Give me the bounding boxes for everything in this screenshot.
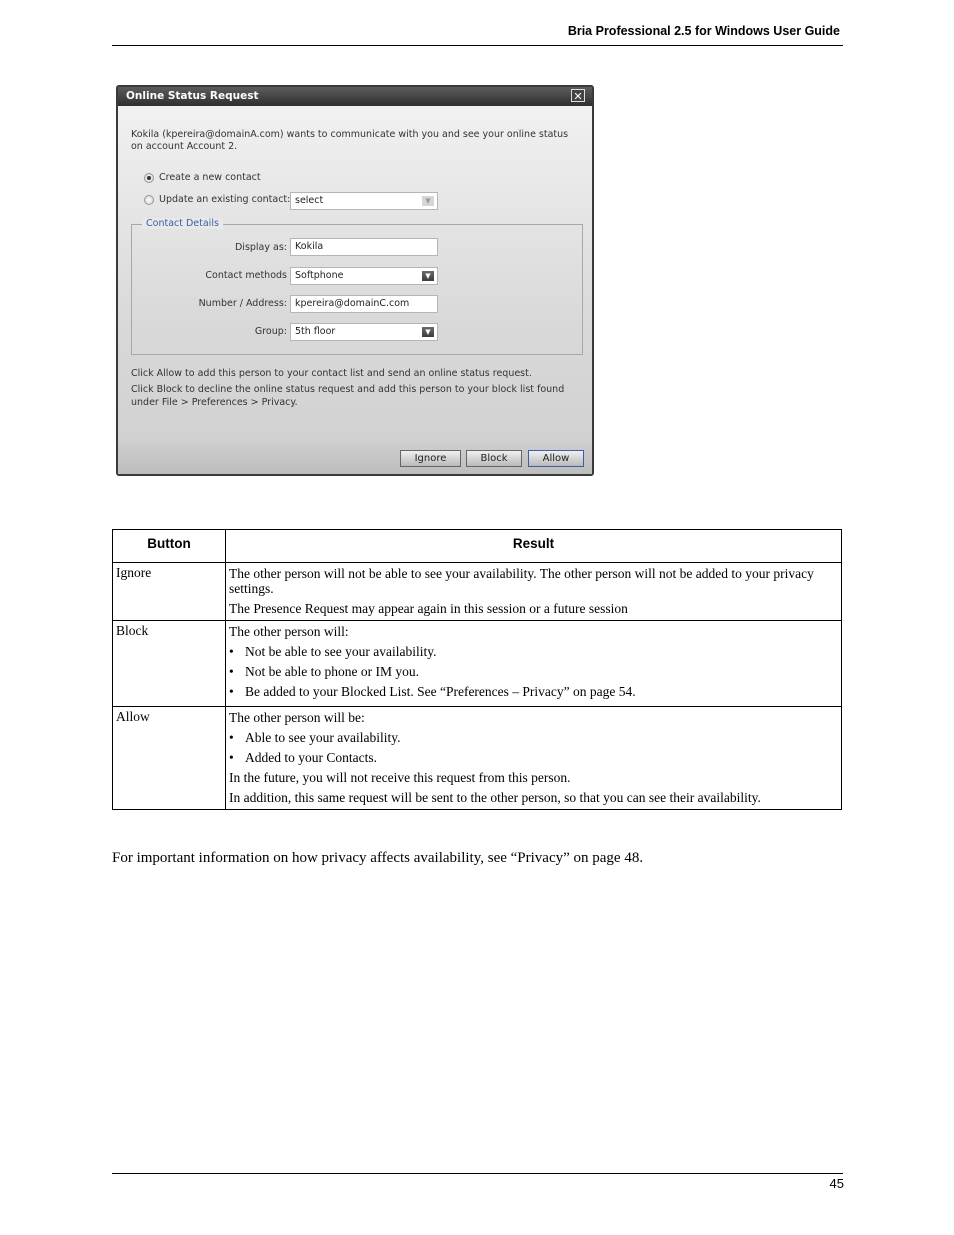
number-address-label: Number / Address: <box>198 298 287 309</box>
block-button[interactable]: Block <box>466 450 522 467</box>
allow-help-text: Click Allow to add this person to your contact list and send an online status request. <box>131 368 532 379</box>
list-item: • Not be able to phone or IM you. <box>229 664 838 679</box>
contact-methods-label: Contact methods <box>205 270 287 281</box>
block-help-text-line2: under File > Preferences > Privacy. <box>131 397 298 408</box>
request-message-line2: on account Account 2. <box>131 141 238 152</box>
chevron-down-icon: ▼ <box>422 271 434 281</box>
dialog-titlebar <box>118 87 592 106</box>
table-cell-button: Allow <box>113 707 226 810</box>
list-item: • Not be able to see your availability. <box>229 644 838 659</box>
display-as-value: Kokila <box>295 241 324 252</box>
table-cell-result <box>226 621 842 707</box>
contact-methods-value: Softphone <box>295 270 344 281</box>
close-icon[interactable]: ✕ <box>571 89 585 102</box>
request-message-line1: Kokila (kpereira@domainA.com) wants to communicate with you and see your online status <box>131 129 569 140</box>
ignore-button[interactable]: Ignore <box>400 450 461 467</box>
dialog-title: Online Status Request <box>126 90 259 102</box>
table-cell-result <box>226 563 842 621</box>
button-column-header: Button <box>113 530 226 563</box>
create-contact-option[interactable] <box>144 172 261 183</box>
allow-button[interactable]: Allow <box>528 450 584 467</box>
page-number: 45 <box>829 1176 844 1191</box>
radio-unchecked-icon[interactable] <box>144 195 154 205</box>
table-cell-button: Ignore <box>113 563 226 621</box>
contact-methods-select[interactable] <box>290 267 438 285</box>
header-rule <box>112 45 843 46</box>
update-contact-option[interactable] <box>144 194 290 205</box>
result-intro: The other person will: <box>229 624 349 639</box>
existing-contact-select[interactable] <box>290 192 438 210</box>
contact-details-group <box>131 218 583 355</box>
table-cell-button: Block <box>113 621 226 707</box>
block-help-text-line1: Click Block to decline the online status request and add this person to your block list found <box>131 384 565 395</box>
display-as-field[interactable] <box>290 238 438 256</box>
result-paragraph: In addition, this same request will be sent to the other person, so that you can see their availability. <box>229 790 761 805</box>
group-value: 5th floor <box>295 326 336 337</box>
result-paragraph: In the future, you will not receive this request from this person. <box>229 770 571 785</box>
chevron-down-icon: ▼ <box>422 196 434 206</box>
group-select[interactable] <box>290 323 438 341</box>
result-paragraph: The Presence Request may appear again in this session or a future session <box>229 601 628 616</box>
result-bullet-list <box>229 730 838 765</box>
table-row-block <box>113 621 842 707</box>
table-row-ignore <box>113 563 842 621</box>
footer-rule <box>112 1173 843 1174</box>
number-address-value: kpereira@domainC.com <box>295 298 410 309</box>
list-item: • Be added to your Blocked List. See “Preferences – Privacy” on page 54. <box>229 684 838 699</box>
button-result-table <box>112 529 842 810</box>
result-bullet-list <box>229 644 838 699</box>
contact-details-legend: Contact Details <box>142 218 223 229</box>
existing-contact-value: select <box>295 195 324 206</box>
list-item: • Added to your Contacts. <box>229 750 838 765</box>
radio-checked-icon[interactable] <box>144 173 154 183</box>
table-header-row <box>113 530 842 563</box>
online-status-request-dialog <box>116 85 594 476</box>
chevron-down-icon: ▼ <box>422 327 434 337</box>
update-contact-label: Update an existing contact: <box>159 194 291 205</box>
result-paragraph: The other person will not be able to see your availability. The other person will not be added to your privacy settings. <box>229 566 814 596</box>
group-label: Group: <box>254 326 287 337</box>
privacy-reference-paragraph: For important information on how privacy affects availability, see “Privacy” on page 48. <box>112 850 644 866</box>
table-cell-result <box>226 707 842 810</box>
result-column-header: Result <box>226 530 842 563</box>
result-intro: The other person will be: <box>229 710 365 725</box>
list-item: • Able to see your availability. <box>229 730 838 745</box>
running-header: Bria Professional 2.5 for Windows User Guide <box>567 24 840 38</box>
table-row-allow <box>113 707 842 810</box>
display-as-label: Display as: <box>234 242 287 253</box>
number-address-field[interactable] <box>290 295 438 313</box>
create-contact-label: Create a new contact <box>159 172 261 183</box>
